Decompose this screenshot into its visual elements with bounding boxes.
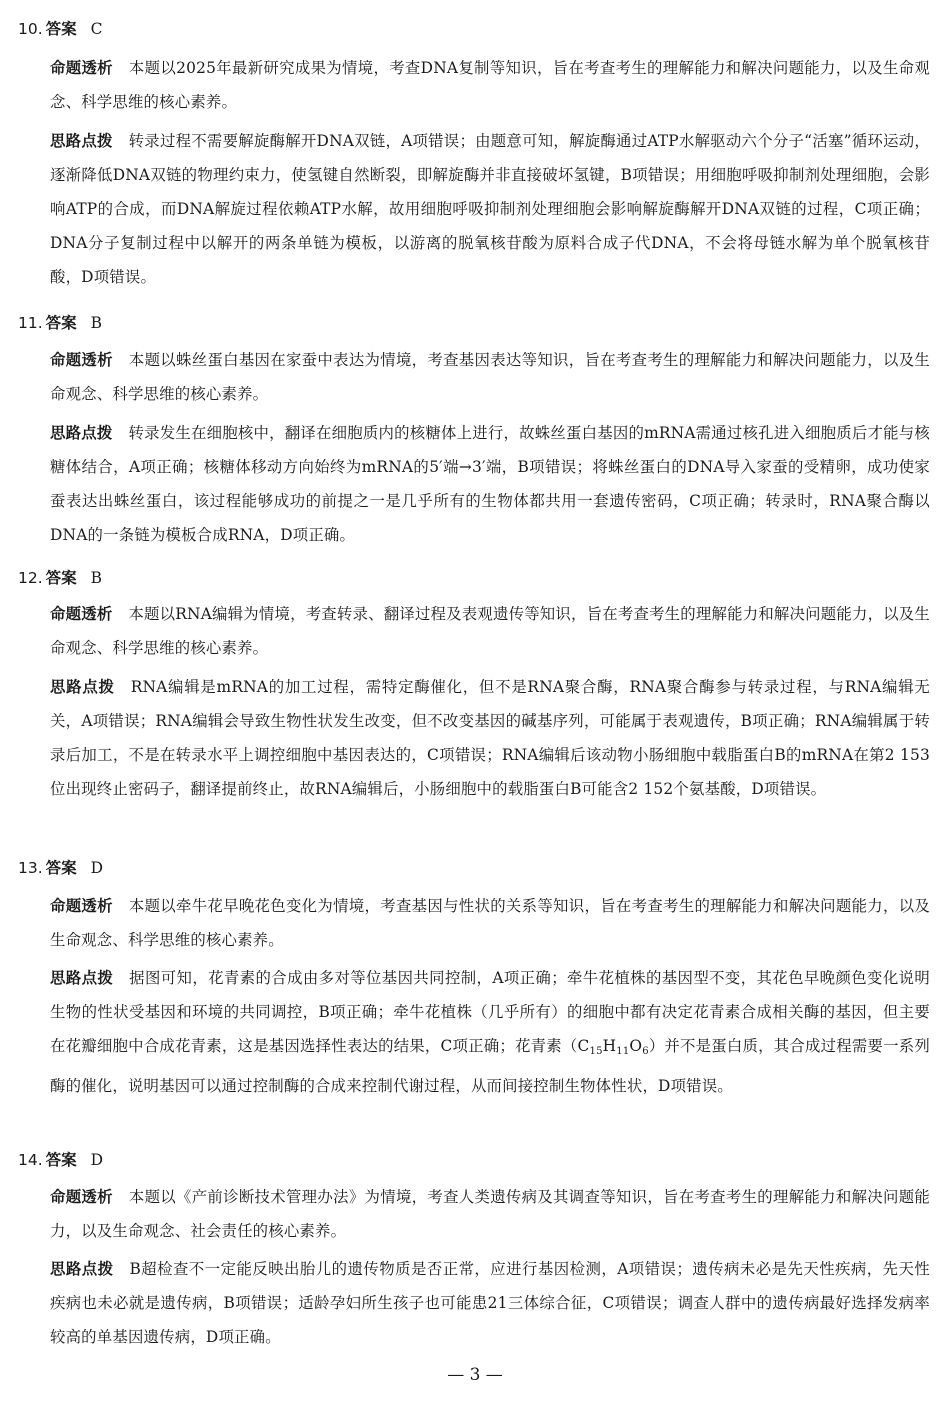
question-number: 11. bbox=[18, 314, 43, 332]
question-header bbox=[18, 853, 103, 883]
answer-label: 答案 bbox=[45, 20, 77, 38]
analysis-paragraph bbox=[50, 889, 930, 957]
analysis-label: 命题透析 bbox=[50, 1188, 113, 1206]
answer-label: 答案 bbox=[45, 569, 77, 587]
analysis-label: 命题透析 bbox=[50, 59, 113, 77]
answer-value: B bbox=[90, 314, 103, 332]
analysis-paragraph bbox=[50, 1180, 930, 1248]
analysis-paragraph bbox=[50, 597, 930, 665]
hint-label: 思路点拨 bbox=[50, 424, 113, 442]
analysis-text: 本题以2025年最新研究成果为情境，考查DNA复制等知识，旨在考查考生的理解能力和解决问题能力，以及生命观念、科学思维的核心素养。 bbox=[50, 59, 930, 111]
question-number: 12. bbox=[18, 569, 43, 587]
formula-subscript: 11 bbox=[616, 1046, 630, 1057]
hint-text-part-2: ）并不是蛋白质，其合成过程需要一系列酶的催化，说明基因可以通过控制酶的合成来控制代谢过程，从而间接控制生物体性状，D项错误。 bbox=[50, 1037, 930, 1095]
answer-value: B bbox=[90, 569, 103, 587]
answer-value: D bbox=[90, 1151, 104, 1169]
hint-label: 思路点拨 bbox=[50, 969, 114, 987]
analysis-text: 本题以牵牛花早晚花色变化为情境，考查基因与性状的关系等知识，旨在考查考生的理解能力和解决问题能力，以及生命观念、科学思维的核心素养。 bbox=[50, 897, 931, 949]
hint-text: RNA编辑是mRNA的加工过程，需特定酶催化，但不是RNA聚合酶，RNA聚合酶参与转录过程，与RNA编辑无关，A项错误；RNA编辑会导致生物性状发生改变，但不改变基因的碱基序列，可能属于表观遗传，B项正确；RNA编辑属于转录后加工，不是在转录水平上调控细胞中基因表达的，C项错误；RNA编辑后该动物小肠细胞中载脂蛋白B的mRNA在第2 153位出现终止密码子，翻译提前终止，故RNA编辑后，小肠细胞中的载脂蛋白B可能含2 152个氨基酸，D项错误。 bbox=[50, 678, 930, 798]
analysis-paragraph bbox=[50, 51, 930, 119]
hint-text: B超检查不一定能反映出胎儿的遗传物质是否正常，应进行基因检测，A项错误；遗传病未必是先天性疾病，先天性疾病也未必就是遗传病，B项错误；适龄孕妇所生孩子也可能患21三体综合征，C项错误；调查人群中的遗传病最好选择发病率较高的单基因遗传病，D项正确。 bbox=[50, 1260, 930, 1346]
question-header bbox=[18, 14, 103, 44]
hint-paragraph bbox=[50, 124, 930, 294]
analysis-text: 本题以RNA编辑为情境，考查转录、翻译过程及表观遗传等知识，旨在考查考生的理解能力和解决问题能力，以及生命观念、科学思维的核心素养。 bbox=[50, 605, 930, 657]
hint-paragraph bbox=[50, 670, 930, 806]
hint-label: 思路点拨 bbox=[50, 132, 113, 150]
analysis-label: 命题透析 bbox=[50, 605, 113, 623]
answer-value: D bbox=[90, 859, 104, 877]
formula-subscript: 6 bbox=[642, 1046, 649, 1057]
formula-element: H bbox=[602, 1037, 617, 1055]
question-header bbox=[18, 308, 102, 338]
question-number: 13. bbox=[18, 859, 43, 877]
hint-label: 思路点拨 bbox=[50, 678, 115, 696]
analysis-text: 本题以《产前诊断技术管理办法》为情境，考查人类遗传病及其调查等知识，旨在考查考生的理解能力和解决问题能力，以及生命观念、社会责任的核心素养。 bbox=[50, 1188, 931, 1240]
hint-text-part-1: 据图可知，花青素的合成由多对等位基因共同控制，A项正确；牵牛花植株的基因型不变，其花色早晚颜色变化说明生物的性状受基因和环境的共同调控，B项正确；牵牛花植株（几乎所有）的细胞中都有决定花青素合成相关酶的基因，但主要在花瓣细胞中合成花青素，这是基因选择性表达的结果，C项正确；花青素（C bbox=[50, 969, 930, 1055]
hint-text: 转录过程不需要解旋酶解开DNA双链，A项错误；由题意可知，解旋酶通过ATP水解驱动六个分子“活塞”循环运动，逐渐降低DNA双链的物理约束力，使氢键自然断裂，即解旋酶并非直接破坏氢键，B项错误；用细胞呼吸抑制剂处理细胞，会影响ATP的合成，而DNA解旋过程依赖ATP水解，故用细胞呼吸抑制剂处理细胞会影响解旋酶解开DNA双链的过程，C项正确；DNA分子复制过程中以解开的两条单链为模板，以游离的脱氧核苷酸为原料合成子代DNA，不会将母链水解为单个脱氧核苷酸，D项错误。 bbox=[50, 132, 930, 286]
answer-label: 答案 bbox=[45, 1151, 77, 1169]
answer-value: C bbox=[90, 20, 103, 38]
answer-label: 答案 bbox=[45, 859, 77, 877]
hint-paragraph bbox=[50, 416, 930, 552]
formula-element: O bbox=[629, 1037, 643, 1055]
analysis-paragraph bbox=[50, 343, 930, 411]
question-number: 10. bbox=[18, 20, 43, 38]
hint-paragraph bbox=[50, 961, 930, 1103]
question-number: 14. bbox=[18, 1151, 43, 1169]
analysis-label: 命题透析 bbox=[50, 351, 113, 369]
hint-paragraph bbox=[50, 1252, 930, 1354]
answer-label: 答案 bbox=[45, 314, 77, 332]
question-header bbox=[18, 563, 102, 593]
hint-text: 转录发生在细胞核中，翻译在细胞质内的核糖体上进行，故蛛丝蛋白基因的mRNA需通过核孔进入细胞质后才能与核糖体结合，A项正确；核糖体移动方向始终为mRNA的5′端→3′端，B项错误；将蛛丝蛋白的DNA导入家蚕的受精卵，成功使家蚕表达出蛛丝蛋白，该过程能够成功的前提之一是几乎所有的生物体都共用一套遗传密码，C项正确；转录时，RNA聚合酶以DNA的一条链为模板合成RNA，D项正确。 bbox=[50, 424, 930, 544]
analysis-label: 命题透析 bbox=[50, 897, 113, 915]
question-header bbox=[18, 1145, 103, 1175]
analysis-text: 本题以蛛丝蛋白基因在家蚕中表达为情境，考查基因表达等知识，旨在考查考生的理解能力和解决问题能力，以及生命观念、科学思维的核心素养。 bbox=[50, 351, 931, 403]
formula-subscript: 15 bbox=[589, 1046, 603, 1057]
page-number: — 3 — bbox=[447, 1365, 503, 1385]
hint-label: 思路点拨 bbox=[50, 1260, 114, 1278]
